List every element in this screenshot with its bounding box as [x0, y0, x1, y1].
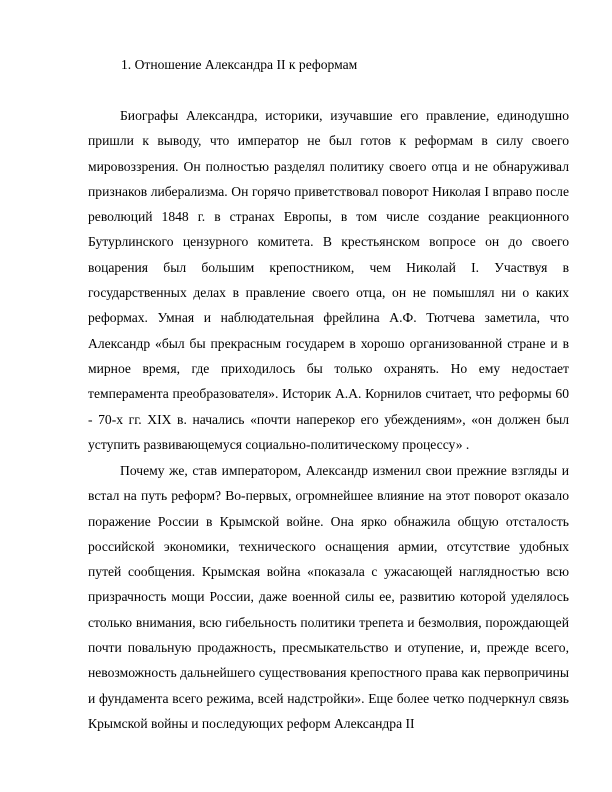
body-paragraph-1: Биографы Александра, историки, изучавшие его правление, единодушно пришли к выводу, что император не был готов к реформам в силу своего мировоззрения. Он полностью разделял политику своего отца и не обнаруживал признаков либерализма. Он горячо приветствовал поворот Николая I вправо после революций 1848 г. в странах Европы, в том числе создание реакционного Бутурлинского цензурного комитета. В крестьянском вопросе он до своего воцарения был большим крепостником, чем Николай I. Участвуя в государственных делах в правление своего отца, он не помышлял ни о каких реформах. Умная и наблюдательная фрейлина А.Ф. Тютчева заметила, что Александр «был бы прекрасным государем в хорошо организованной стране и в мирное время, где приходилось бы только охранять. Но ему недостает темперамента преобразователя». Историк А.А. Корнилов считает, что реформы 60 - 70-х гг. XIX в. начались «почти наперекор его убеждениям», «он должен был уступить развивающемуся социально-политическому процессу» .: [88, 108, 569, 452]
body-paragraph-2: Почему же, став императором, Александр изменил свои прежние взгляды и встал на путь реформ? Во-первых, огромнейшее влияние на этот поворот оказало поражение России в Крымской войне. Она ярко обнажила общую отсталость российской экономики, технического оснащения армии, отсутствие удобных путей сообщения. Крымская война «показала с ужасающей наглядностью всю призрачность мощи России, даже военной силы ее, развитию которой уделялось столько внимания, всю гибельность политики трепета и безмолвия, порождающей почти повальную продажность, пресмыкательство и отупение, и, прежде всего, невозможность дальнейшего существования крепостного права как первопричины и фундамента всего режима, всей надстройки». Еще более четко подчеркнул связь Крымской войны и последующих реформ Александра II: [88, 463, 569, 731]
section-heading: 1. Отношение Александра II к реформам: [121, 57, 358, 72]
